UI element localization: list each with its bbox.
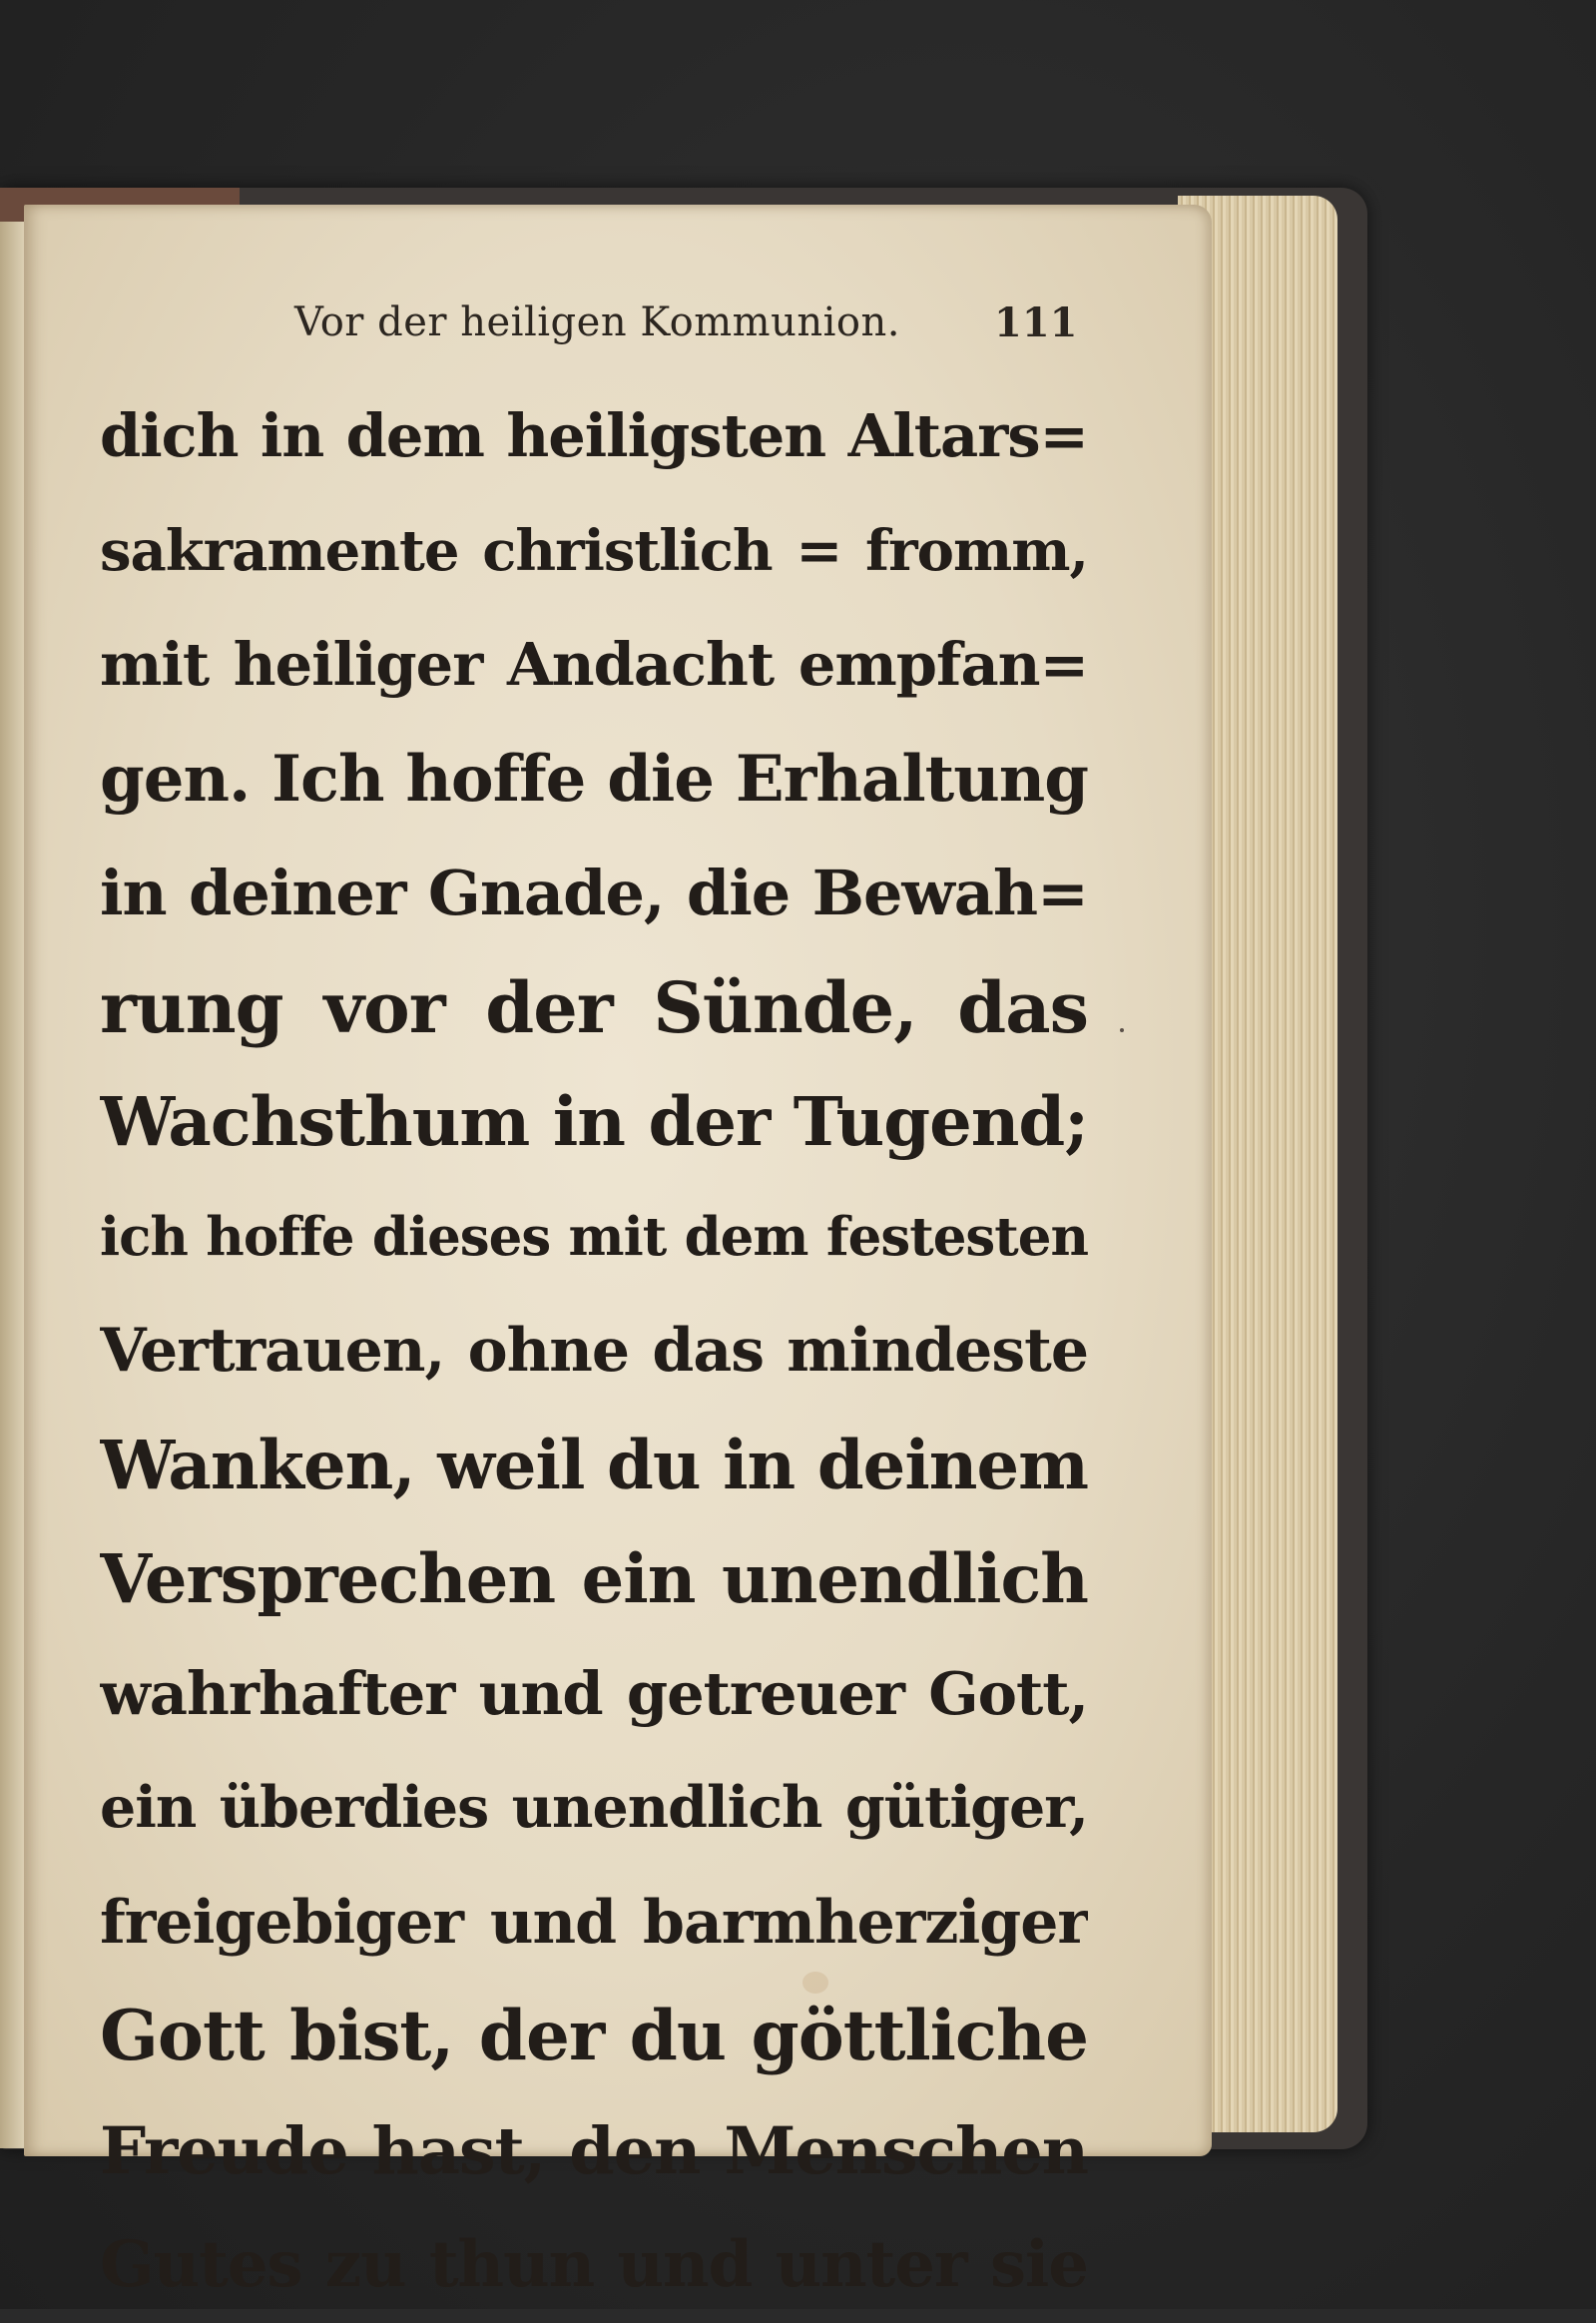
stray-mark (1120, 1028, 1124, 1032)
running-head: Vor der heiligen Kommunion. (294, 299, 900, 345)
text-line: rung vor der Sünde, das (100, 965, 1088, 1049)
text-line: sakramente christlich = fromm, (100, 517, 1088, 584)
text-line: Freude hast, den Menschen (100, 2112, 1088, 2189)
text-line: Gutes zu thun und unter sie (100, 2227, 1088, 2302)
text-line: Vertrauen, ohne das mindeste (100, 1316, 1088, 1386)
body-text (100, 379, 1088, 2323)
text-line: Wanken, weil du in deinem (100, 1425, 1088, 1504)
text-line: ich hoffe dieses mit dem festesten (100, 1205, 1088, 1268)
text-line: dich in dem heiligsten Altars= (100, 401, 1088, 470)
text-line: Wachsthum in der Tugend; (100, 1082, 1088, 1161)
text-line: wahrhafter und getreuer Gott, (100, 1658, 1088, 1728)
text-line: Versprechen ein unendlich (100, 1539, 1088, 1618)
text-line: freigebiger und barmherziger (100, 1887, 1088, 1958)
facing-page-edge (0, 222, 24, 2148)
text-line: Gott bist, der du göttliche (100, 1996, 1088, 2076)
text-line: mit heiliger Andacht empfan= (100, 630, 1088, 699)
text-line: in deiner Gnade, die Bewah= (100, 857, 1088, 929)
text-line: ein überdies unendlich gütiger, (100, 1774, 1088, 1841)
page-number: 111 (994, 299, 1078, 346)
text-line: gen. Ich hoffe die Erhaltung (100, 741, 1088, 817)
